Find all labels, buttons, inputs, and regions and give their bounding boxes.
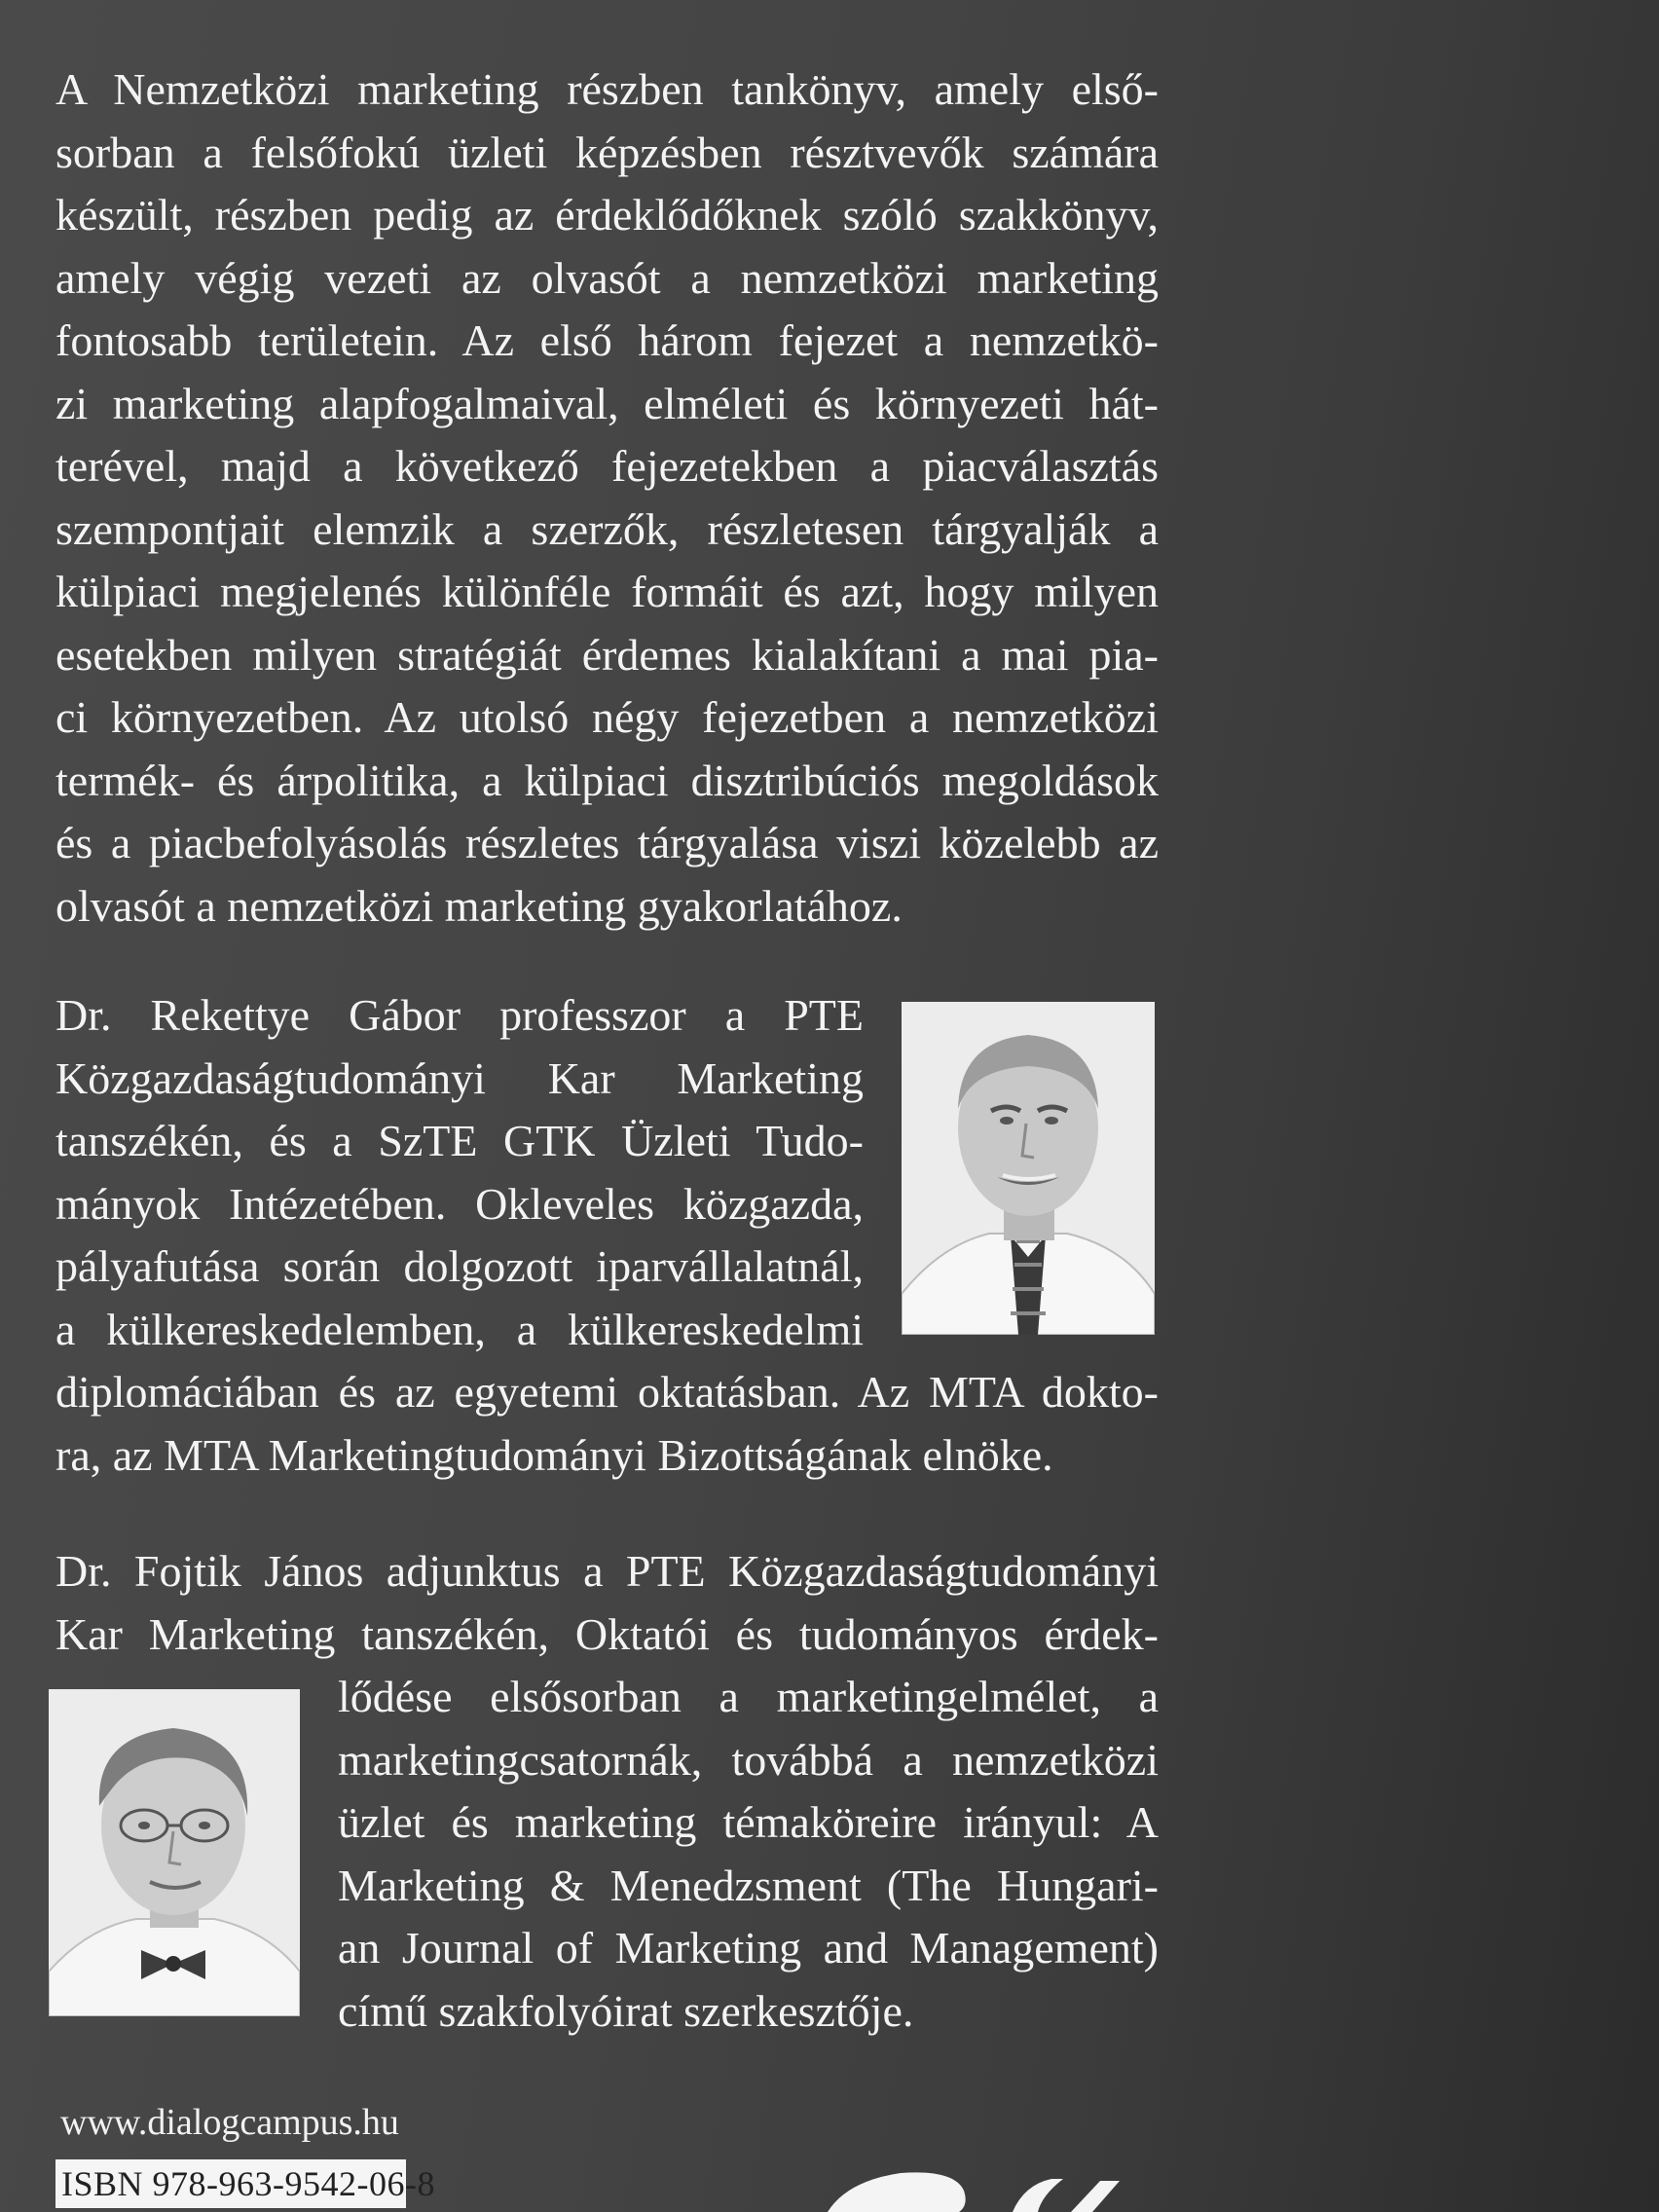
bio-line: Marketing & Menedzsment (The Hungari- — [338, 1860, 1159, 1910]
intro-line: és a piacbefolyásolás részletes tárgyalása viszi közelebb az — [55, 818, 1159, 867]
publisher-url[interactable]: www.dialogcampus.hu — [60, 2102, 399, 2143]
intro-line: amely végig vezeti az olvasót a nemzetközi marketing — [55, 252, 1159, 303]
author-photo-fojtik — [49, 1689, 300, 2016]
intro-line: A Nemzetközi marketing részben tankönyv, amely első- — [55, 64, 1159, 114]
intro-paragraph — [55, 58, 1159, 938]
intro-line: zi marketing alapfogalmaival, elméleti és környezeti hát- — [55, 378, 1159, 428]
intro-line: termék- és árpolitika, a külpiaci disztribúciós megoldások — [55, 755, 1159, 805]
bio-line: diplomáciában és az egyetemi oktatásban. Az MTA dokto- — [55, 1367, 1159, 1417]
intro-line: ci környezetben. Az utolsó négy fejezetben a nemzetközi — [55, 692, 1159, 742]
intro-line: sorban a felsőfokú üzleti képzésben résztvevők számára — [55, 127, 1159, 177]
isbn-label: ISBN 978-963-9542-06-8 — [55, 2159, 406, 2208]
publisher-logo — [808, 2152, 1159, 2212]
bio-line: mányok Intézetében. Okleveles közgazda, — [55, 1178, 864, 1229]
intro-line: szempontjait elemzik a szerzők, részletesen tárgyalják a — [55, 503, 1159, 554]
bio-line: című szakfolyóirat szerkesztője. — [338, 1985, 914, 2036]
bio-line: lődése elsősorban a marketingelmélet, a — [338, 1672, 1159, 1721]
intro-line: fontosabb területein. Az első három fejezet a nemzetkö- — [55, 315, 1159, 365]
bio-line: pályafutása során dolgozott iparvállalatnál, — [55, 1241, 864, 1291]
bio-line: marketingcsatornák, továbbá a nemzetközi — [338, 1734, 1159, 1785]
bio-line: a külkereskedelemben, a külkereskedelmi — [55, 1304, 864, 1354]
author-photo-rekettye — [902, 1002, 1155, 1335]
intro-line: esetekben milyen stratégiát érdemes kialakítani a mai pia- — [55, 629, 1159, 680]
bio-line: üzlet és marketing témaköreire irányul: A — [338, 1797, 1159, 1847]
intro-line: külpiaci megjelenés különféle formáit és azt, hogy milyen — [55, 567, 1159, 616]
intro-line: olvasót a nemzetközi marketing gyakorlatához. — [55, 880, 903, 931]
bio-line: Dr. Rekettye Gábor professzor a PTE — [55, 990, 864, 1040]
bio-line: Kar Marketing tanszékén, Oktatói és tudományos érdek- — [55, 1608, 1159, 1659]
bio-line: tanszékén, és a SzTE GTK Üzleti Tudo- — [55, 1116, 864, 1165]
bio-line: an Journal of Marketing and Management) — [338, 1923, 1159, 1972]
bio-line: Közgazdaságtudományi Kar Marketing — [55, 1052, 864, 1103]
intro-line: készült, részben pedig az érdeklődőknek szóló szakkönyv, — [55, 190, 1159, 240]
bio-line: Dr. Fojtik János adjunktus a PTE Közgazdaságtudományi — [55, 1546, 1159, 1596]
bio-line: ra, az MTA Marketingtudományi Bizottságának elnöke. — [55, 1429, 1053, 1480]
intro-line: terével, majd a következő fejezetekben a piacválasztás — [55, 441, 1159, 491]
